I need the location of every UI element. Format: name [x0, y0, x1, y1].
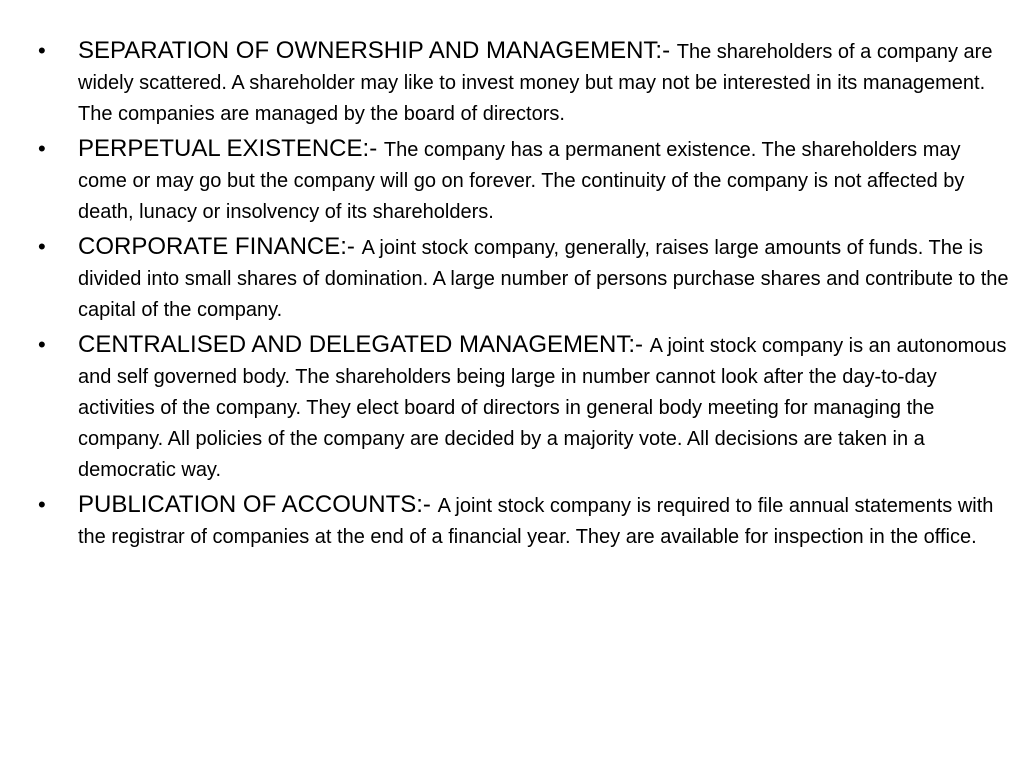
bullet-text — [78, 35, 1014, 130]
bullet-heading: PERPETUAL EXISTENCE:- — [78, 135, 384, 162]
bullet-item-separation — [38, 35, 1014, 130]
bullet-body: A joint stock company, generally, raises large amounts of funds. The is divided into small shares of domination. A large number of persons purchase shares and contribute to the capital of the company. — [78, 237, 1009, 321]
bullet-body: A joint stock company is required to file annual statements with the registrar of companies at the end of a financial year. They are available for inspection in the office. — [78, 495, 994, 548]
bullet-item-centralised — [38, 329, 1014, 486]
bullet-heading: SEPARATION OF OWNERSHIP AND MANAGEMENT:- — [78, 37, 677, 64]
bullet-body: A joint stock company is an autonomous and self governed body. The shareholders being large in number cannot look after the day-to-day activities of the company. They elect board of directors in general body meeting for managing the company. All policies of the company are decided by a majority vote. All decisions are taken in a democratic way. — [78, 335, 1007, 481]
bullet-heading: CENTRALISED AND DELEGATED MANAGEMENT:- — [78, 331, 650, 358]
bullet-list — [38, 35, 1014, 556]
bullet-heading: PUBLICATION OF ACCOUNTS:- — [78, 491, 438, 518]
bullet-item-perpetual — [38, 133, 1014, 228]
bullet-text — [78, 133, 1014, 228]
bullet-body: The company has a permanent existence. The shareholders may come or may go but the company will go on forever. The continuity of the company is not affected by death, lunacy or insolvency of its shareholders. — [78, 139, 965, 223]
bullet-heading: CORPORATE FINANCE:- — [78, 233, 362, 260]
bullet-dot: • — [38, 332, 46, 357]
bullet-text — [78, 231, 1014, 326]
bullet-item-publication — [38, 489, 1014, 553]
bullet-body: The shareholders of a company are widely scattered. A shareholder may like to invest money but may not be interested in its management. The companies are managed by the board of directors. — [78, 41, 993, 125]
bullet-item-corporate-finance — [38, 231, 1014, 326]
bullet-dot: • — [38, 136, 46, 161]
bullet-dot: • — [38, 234, 46, 259]
bullet-dot: • — [38, 38, 46, 63]
bullet-text — [78, 329, 1014, 486]
bullet-dot: • — [38, 492, 46, 517]
bullet-text — [78, 489, 1014, 553]
